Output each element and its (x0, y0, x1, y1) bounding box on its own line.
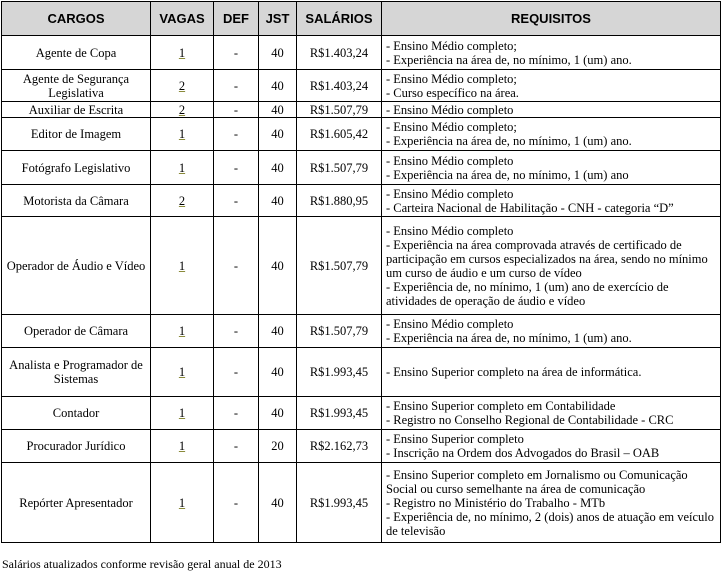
salario-cell-text: R$1.993,45 (309, 406, 369, 420)
cargo-cell (2, 36, 151, 70)
vagas-cell (151, 185, 214, 217)
requisito-line: - Ensino Superior completo na área de informática. (386, 365, 642, 379)
vagas-cell-text: 1 (178, 45, 186, 60)
jst-cell-text: 40 (271, 102, 284, 117)
header-salarios: SALÁRIOS (297, 2, 382, 36)
requisitos-cell (382, 315, 721, 348)
vagas-cell-text: 1 (178, 406, 186, 420)
header-jst: JST (259, 2, 297, 36)
salario-cell (297, 151, 382, 185)
requisito-line: - Ensino Médio completo; (386, 120, 517, 134)
cargo-cell-text: Agente de Segurança Legislativa (22, 71, 130, 100)
cargo-cell-text: Editor de Imagem (30, 127, 122, 141)
header-vagas: VAGAS (151, 2, 214, 36)
requisitos-cell (382, 348, 721, 397)
requisitos-cell (382, 397, 721, 430)
def-cell (214, 185, 259, 217)
table-row (2, 463, 721, 543)
cargo-cell (2, 102, 151, 118)
header-row (2, 2, 721, 36)
requisito-line: - Experiência na área de, no mínimo, 1 (um) ano. (386, 52, 632, 67)
jst-cell-text: 40 (271, 78, 284, 93)
requisito-line: - Ensino Médio completo (386, 223, 514, 238)
cargo-cell (2, 185, 151, 217)
requisitos-cell (382, 217, 721, 315)
vagas-cell (151, 70, 214, 102)
def-cell-text: - (233, 406, 239, 420)
jst-cell (259, 397, 297, 430)
requisito-line: - Registro no Conselho Regional de Contabilidade - CRC (386, 413, 674, 427)
jst-cell (259, 463, 297, 543)
def-cell (214, 70, 259, 102)
cargo-cell-text: Auxiliar de Escrita (28, 102, 124, 117)
salario-cell (297, 348, 382, 397)
cargo-cell (2, 70, 151, 102)
requisitos-cell (382, 463, 721, 543)
requisito-line: - Ensino Superior completo (386, 432, 524, 446)
def-cell-text: - (233, 495, 239, 510)
requisito-line: - Ensino Médio completo (386, 186, 514, 201)
salario-cell-text: R$1.507,79 (309, 258, 369, 273)
vagas-cell-text: 1 (178, 439, 186, 453)
requisito-line: - Experiência na área de, no mínimo, 1 (um) ano. (386, 134, 632, 148)
jst-cell-text: 40 (271, 160, 284, 175)
vagas-cell-text: 1 (178, 258, 186, 273)
def-cell-text: - (233, 365, 239, 379)
def-cell-text: - (233, 324, 239, 338)
vagas-cell (151, 36, 214, 70)
requisitos-cell (382, 430, 721, 463)
salario-cell (297, 315, 382, 348)
salario-cell (297, 397, 382, 430)
salario-cell (297, 70, 382, 102)
vagas-cell-text: 1 (178, 160, 186, 175)
vagas-cell-text: 2 (178, 78, 186, 93)
jst-cell (259, 217, 297, 315)
jst-cell-text: 40 (271, 258, 284, 273)
cargo-cell-text: Operador de Áudio e Vídeo (6, 258, 146, 273)
header-requisitos: REQUISITOS (382, 2, 721, 36)
salario-cell (297, 430, 382, 463)
def-cell (214, 118, 259, 151)
vagas-cell-text: 2 (178, 102, 186, 117)
vagas-cell-text: 2 (178, 193, 186, 208)
vagas-cell (151, 430, 214, 463)
jst-cell (259, 118, 297, 151)
def-cell-text: - (233, 258, 239, 273)
cargo-cell-text: Repórter Apresentador (19, 495, 133, 510)
requisitos-cell (382, 102, 721, 118)
vagas-cell (151, 463, 214, 543)
requisito-line: - Carteira Nacional de Habilitação - CNH - categoria “D” (386, 200, 674, 215)
requisito-line: - Experiência na área de, no mínimo, 1 (um) ano. (386, 331, 632, 345)
salario-cell-text: R$1.403,24 (309, 78, 369, 93)
cargo-cell (2, 463, 151, 543)
requisitos-cell (382, 70, 721, 102)
salario-cell-text: R$1.403,24 (309, 45, 369, 60)
cargo-cell (2, 118, 151, 151)
cargo-cell (2, 217, 151, 315)
table-row (2, 185, 721, 217)
salario-cell-text: R$2.162,73 (309, 439, 369, 453)
cargo-cell-text: Operador de Câmara (23, 324, 129, 338)
table-row (2, 315, 721, 348)
cargo-cell (2, 315, 151, 348)
salario-cell-text: R$1.507,79 (309, 102, 369, 117)
def-cell-text: - (233, 439, 239, 453)
def-cell-text: - (233, 102, 239, 117)
jst-cell (259, 36, 297, 70)
table-row (2, 102, 721, 118)
jst-cell-text: 40 (271, 406, 284, 420)
header-def: DEF (214, 2, 259, 36)
jst-cell-text: 40 (271, 495, 284, 510)
cargo-cell-text: Analista e Programador de Sistemas (9, 358, 143, 386)
table-row (2, 348, 721, 397)
requisitos-cell (382, 151, 721, 185)
salario-cell-text: R$1.880,95 (309, 193, 369, 208)
vagas-cell (151, 102, 214, 118)
vagas-cell (151, 217, 214, 315)
requisito-line: - Experiência na área de, no mínimo, 1 (um) ano (386, 167, 629, 182)
requisitos-cell (382, 185, 721, 217)
table-row (2, 430, 721, 463)
def-cell (214, 463, 259, 543)
def-cell (214, 151, 259, 185)
def-cell (214, 397, 259, 430)
table-row (2, 36, 721, 70)
requisitos-cell (382, 118, 721, 151)
salario-cell (297, 185, 382, 217)
vagas-cell (151, 118, 214, 151)
def-cell-text: - (233, 78, 239, 93)
cargo-cell-text: Motorista da Câmara (23, 193, 129, 208)
def-cell-text: - (233, 45, 239, 60)
salario-cell (297, 36, 382, 70)
def-cell-text: - (233, 127, 239, 141)
table-row (2, 151, 721, 185)
def-cell (214, 430, 259, 463)
def-cell-text: - (233, 193, 239, 208)
cargo-cell (2, 348, 151, 397)
vagas-cell (151, 397, 214, 430)
requisito-line: - Ensino Médio completo (386, 102, 514, 117)
table-row (2, 397, 721, 430)
salario-cell-text: R$1.993,45 (309, 495, 369, 510)
jst-cell-text: 40 (271, 324, 284, 338)
salario-cell (297, 118, 382, 151)
def-cell (214, 315, 259, 348)
salario-cell (297, 102, 382, 118)
vagas-cell-text: 1 (178, 324, 186, 338)
vagas-cell (151, 315, 214, 348)
requisito-line: - Ensino Médio completo (386, 317, 514, 331)
requisito-line: - Inscrição na Ordem dos Advogados do Brasil – OAB (386, 446, 660, 460)
jst-cell (259, 102, 297, 118)
header-cargos: CARGOS (2, 2, 151, 36)
def-cell (214, 217, 259, 315)
cargo-cell (2, 430, 151, 463)
jst-cell-text: 40 (271, 45, 284, 60)
def-cell (214, 36, 259, 70)
requisito-line: - Ensino Médio completo (386, 153, 514, 168)
jst-cell-text: 40 (271, 193, 284, 208)
cargo-cell-text: Fotógrafo Legislativo (21, 160, 131, 175)
vagas-cell (151, 348, 214, 397)
requisito-line: - Experiência na área comprovada através de certificado de participação em cursos especializados na área, sendo no mínimo um curso de áudio e um curso de vídeo (386, 237, 708, 280)
requisito-line: - Curso específico na área. (386, 85, 519, 100)
salario-cell-text: R$1.605,42 (309, 127, 369, 141)
jst-cell-text: 20 (271, 439, 284, 453)
footer-note: Salários atualizados conforme revisão geral anual de 2013 (2, 557, 282, 571)
salario-cell-text: R$1.507,79 (309, 324, 369, 338)
cargo-cell (2, 397, 151, 430)
salario-cell (297, 217, 382, 315)
jst-cell-text: 40 (271, 365, 284, 379)
cargo-cell (2, 151, 151, 185)
requisito-line: - Registro no Ministério do Trabalho - MTb (386, 495, 606, 510)
jst-cell (259, 151, 297, 185)
jst-cell-text: 40 (271, 127, 284, 141)
requisito-line: - Ensino Médio completo; (386, 38, 517, 53)
requisito-line: - Experiência de, no mínimo, 2 (dois) anos de atuação em veículo de televisão (386, 509, 715, 538)
jst-cell (259, 315, 297, 348)
table-row (2, 217, 721, 315)
salario-cell-text: R$1.993,45 (309, 365, 369, 379)
jst-cell (259, 185, 297, 217)
cargo-cell-text: Procurador Jurídico (26, 439, 126, 453)
vagas-cell-text: 1 (178, 495, 186, 510)
def-cell (214, 348, 259, 397)
vagas-cell-text: 1 (178, 127, 186, 141)
jst-cell (259, 430, 297, 463)
vagas-cell (151, 151, 214, 185)
jst-cell (259, 348, 297, 397)
requisito-line: - Experiência de, no mínimo, 1 (um) ano de exercício de atividades de operação de áudio e vídeo (386, 279, 669, 308)
cargo-cell-text: Agente de Copa (35, 45, 117, 60)
requisito-line: - Ensino Superior completo em Contabilidade (386, 399, 616, 413)
def-cell (214, 102, 259, 118)
salario-cell (297, 463, 382, 543)
cargos-table (1, 1, 721, 543)
vagas-cell-text: 1 (178, 365, 186, 379)
requisito-line: - Ensino Superior completo em Jornalismo ou Comunicação Social ou curso semelhante na área de comunicação (386, 467, 688, 496)
def-cell-text: - (233, 160, 239, 175)
cargo-cell-text: Contador (52, 406, 100, 420)
requisito-line: - Ensino Médio completo; (386, 71, 517, 86)
jst-cell (259, 70, 297, 102)
table-row (2, 70, 721, 102)
salario-cell-text: R$1.507,79 (309, 160, 369, 175)
requisitos-cell (382, 36, 721, 70)
table-row (2, 118, 721, 151)
